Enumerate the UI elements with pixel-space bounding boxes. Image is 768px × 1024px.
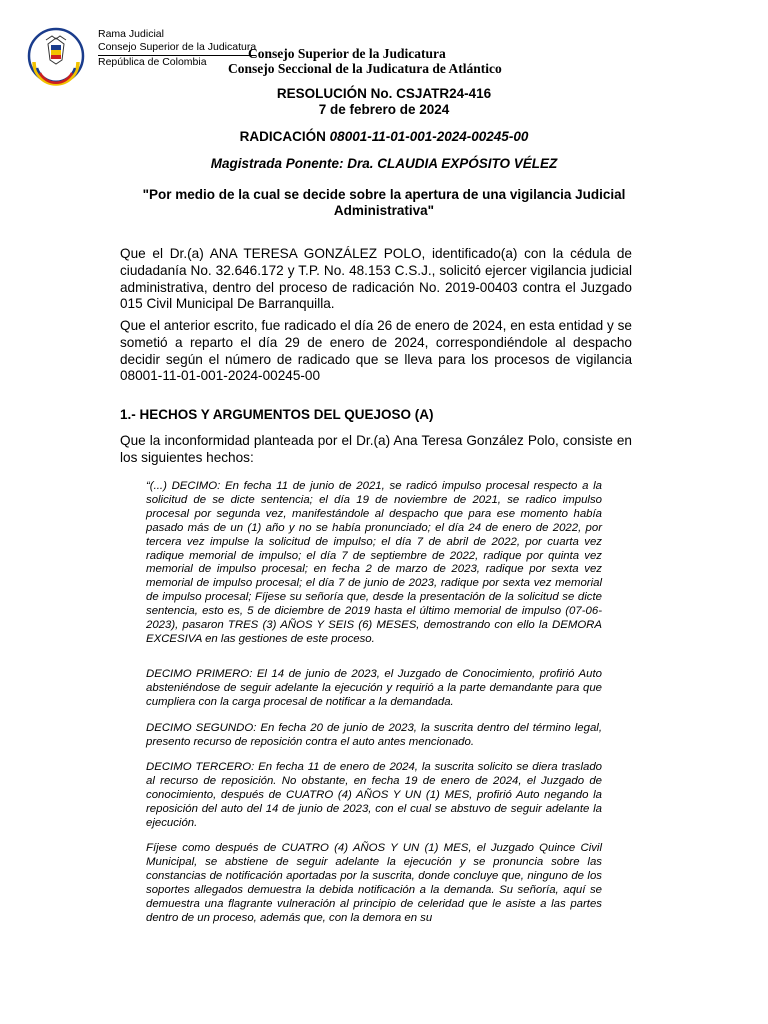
quote-decimo-primero: DECIMO PRIMERO: El 14 de junio de 2023, el Juzgado de Conocimiento, profirió Auto absteniéndose de seguir adelante la ejecución y requirió a la parte demandante para que cumpliera con la carga procesal de notificar a la demandada. bbox=[146, 668, 602, 708]
council-sectional: Consejo Seccional de la Judicatura de Atlántico bbox=[228, 61, 502, 76]
quote-decimo-tercero: DECIMO TERCERO: En fecha 11 de enero de 2024, la suscrita solicito se diera traslado al recurso de reposición. No obstante, en fecha 19 de enero de 2024, el Juzgado de conocimiento, después de CUATRO (4) AÑOS Y UN (1) MES, profirió Auto negando la reposición del auto del 14 de junio de 2023, con el cual se abstuvo de seguir adelante la ejecución. bbox=[146, 761, 602, 829]
paragraph-filing: Que el anterior escrito, fue radicado el día 26 de enero de 2024, en esta entidad y se sometió a reparto el día 29 de enero de 2024, correspondiéndole al despacho decidir según el número de radicado que se lleva para los procesos de vigilancia 08001-11-01-001-2024-00245-00 bbox=[120, 318, 632, 384]
paragraph-complainant: Que el Dr.(a) ANA TERESA GONZÁLEZ POLO, identificado(a) con la cédula de ciudadanía No. 32.646.172 y T.P. No. 48.153 C.S.J., solicitó ejercer vigilancia judicial administrativa, dentro del proceso de radicación No. 2019-00403 contra el Juzgado 015 Civil Municipal De Barranquilla. bbox=[120, 246, 632, 312]
branch-name: Rama Judicial bbox=[98, 28, 164, 40]
resolution-date: 7 de febrero de 2024 bbox=[318, 102, 450, 117]
subject-line-2: Administrativa" bbox=[333, 203, 435, 218]
magistrada-ponente: Magistrada Ponente: Dra. CLAUDIA EXPÓSITO VÉLEZ bbox=[210, 156, 558, 171]
colombia-coat-of-arms-logo bbox=[26, 26, 86, 86]
council-superior: Consejo Superior de la Judicatura bbox=[248, 46, 446, 61]
council-small-name: Consejo Superior de la Judicatura bbox=[98, 41, 256, 56]
quote-decimo: “(...) DECIMO: En fecha 11 de junio de 2021, se radicó impulso procesal respecto a la solicitud de se dicte sentencia; el día 19 de noviembre de 2021, se radico impulso procesal por segunda vez, manifestándole al despacho que para ese momento había pasado más de un (1) año y no se había pronunciado; el día 24 de enero de 2022, por tercera vez impulse la solicitud de impulso; el día 7 de abril de 2022, por cuarta vez radique memorial de impulso; el día 7 de septiembre de 2022, radique por quinta vez memorial de impulso procesal; en fecha 2 de marzo de 2023, radique por sexta vez memorial de impulso procesal; el día 7 de junio de 2023, radique por sexta vez memorial de impulso procesal; Fíjese su señoría que, desde la presentación de la solicitud se dicte sentencia, esto es, 5 de diciembre de 2019 hasta el último memorial de impulso (07-06-2023), pasaron TRES (3) AÑOS Y SEIS (6) MESES, demostrando con ello la DEMORA EXCESIVA en las gestiones de este proceso. bbox=[146, 480, 602, 645]
radicacion-number: 08001-11-01-001-2024-00245-00 bbox=[329, 129, 529, 144]
radicacion-line bbox=[0, 129, 768, 145]
radicacion-label: RADICACIÓN bbox=[239, 129, 326, 144]
resolution-number: RESOLUCIÓN No. CSJATR24-416 bbox=[276, 86, 492, 101]
council-names bbox=[228, 46, 502, 76]
subject-line-1: "Por medio de la cual se decide sobre la apertura de una vigilancia Judicial bbox=[142, 187, 626, 202]
quote-fijese: Fíjese como después de CUATRO (4) AÑOS Y UN (1) MES, el Juzgado Quince Civil Municipal, se abstiene de seguir adelante la ejecución y se pronuncia sobre las constancias de notificación aportadas por la suscrita, donde concluye que, ninguno de los soportes allegados demuestra la debida notificación a la demanda. Su señoría, aquí se demuestra una flagrante vulneración al principio de celeridad que le asiste a las partes dentro de un proceso, además que, con la demora en su bbox=[146, 842, 602, 924]
letterhead bbox=[26, 26, 746, 86]
section-heading: 1.- HECHOS Y ARGUMENTOS DEL QUEJOSO (A) bbox=[120, 407, 434, 422]
country-name: República de Colombia bbox=[98, 56, 207, 68]
paragraph-facts-intro: Que la inconformidad planteada por el Dr.(a) Ana Teresa González Polo, consiste en los siguientes hechos: bbox=[120, 433, 632, 465]
quote-decimo-segundo: DECIMO SEGUNDO: En fecha 20 de junio de 2023, la suscrita dentro del término legal, presento recurso de reposición contra el auto antes mencionado. bbox=[146, 722, 602, 748]
